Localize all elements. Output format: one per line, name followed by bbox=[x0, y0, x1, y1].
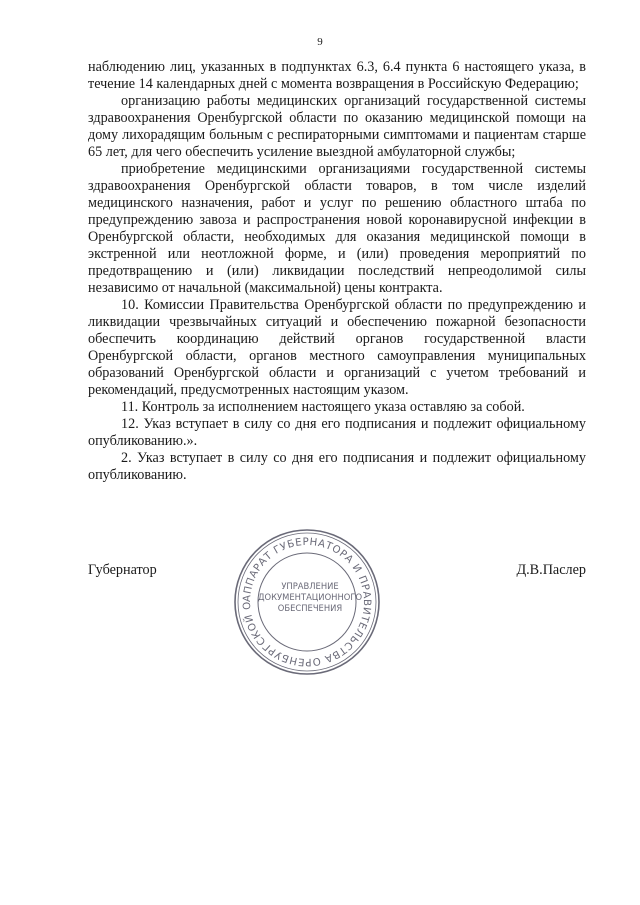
signatory-title: Губернатор bbox=[88, 562, 157, 578]
paragraph-1: наблюдению лиц, указанных в подпунктах 6.3, 6.4 пункта 6 настоящего указа, в течение 14 календарных дней с момента возвращения в Российскую Федерацию; bbox=[88, 59, 586, 92]
paragraph-item-11: 11. Контроль за исполнением настоящего указа оставляю за собой. bbox=[121, 399, 525, 415]
stamp-line-3: ОБЕСПЕЧЕНИЯ bbox=[277, 603, 343, 613]
paragraph-item-2: 2. Указ вступает в силу со дня его подписания и подлежит официальному опубликованию. bbox=[88, 450, 586, 483]
official-stamp bbox=[232, 527, 382, 677]
page-number: 9 bbox=[317, 36, 323, 48]
stamp-inner-ring bbox=[258, 553, 356, 651]
paragraph-item-10: 10. Комиссии Правительства Оренбургской области по предупреждению и ликвидации чрезвычайных ситуаций и обеспечению пожарной безопасности обеспечить координацию действий органов государственной власти Оренбургской области, органов местного самоуправления муниципальных образований Оренбургской области и организаций с учетом требований и рекомендаций, предусмотренных настоящим указом. bbox=[88, 297, 586, 398]
stamp-seal-graphic bbox=[232, 527, 382, 677]
stamp-ring-text: АППАРАТ ГУБЕРНАТОРА И ПРАВИТЕЛЬСТВА ОРЕНБУРГСКОЙ О bbox=[241, 536, 373, 668]
paragraph-item-12: 12. Указ вступает в силу со дня его подписания и подлежит официальному опубликованию.». bbox=[88, 416, 586, 449]
paragraph-2: организацию работы медицинских организаций государственной системы здравоохранения Оренбургской области по оказанию медицинской помощи на дому лихорадящим больным с респираторными симптомами и пациентам старше 65 лет, для чего обеспечить усиление выездной амбулаторной службы; bbox=[88, 93, 586, 160]
stamp-outer-ring-inner bbox=[238, 533, 376, 671]
document-body bbox=[88, 59, 586, 484]
stamp-line-2: ДОКУМЕНТАЦИОННОГО bbox=[257, 592, 363, 602]
stamp-outer-ring bbox=[235, 530, 379, 674]
signatory-name: Д.В.Паслер bbox=[516, 562, 586, 578]
stamp-line-1: УПРАВЛЕНИЕ bbox=[281, 581, 339, 591]
paragraph-3: приобретение медицинскими организациями государственной системы здравоохранения Оренбургской области товаров, в том числе изделий медицинского назначения, работ и услуг по решению областного штаба по предупреждению завоза и распространения новой коронавирусной инфекции в Оренбургской области, необходимых для оказания медицинской помощи в экстренной или неотложной форме, и (или) проведения мероприятий по предотвращению и (или) ликвидации последствий непреодолимой силы независимо от начальной (максимальной) цены контракта. bbox=[88, 161, 586, 296]
